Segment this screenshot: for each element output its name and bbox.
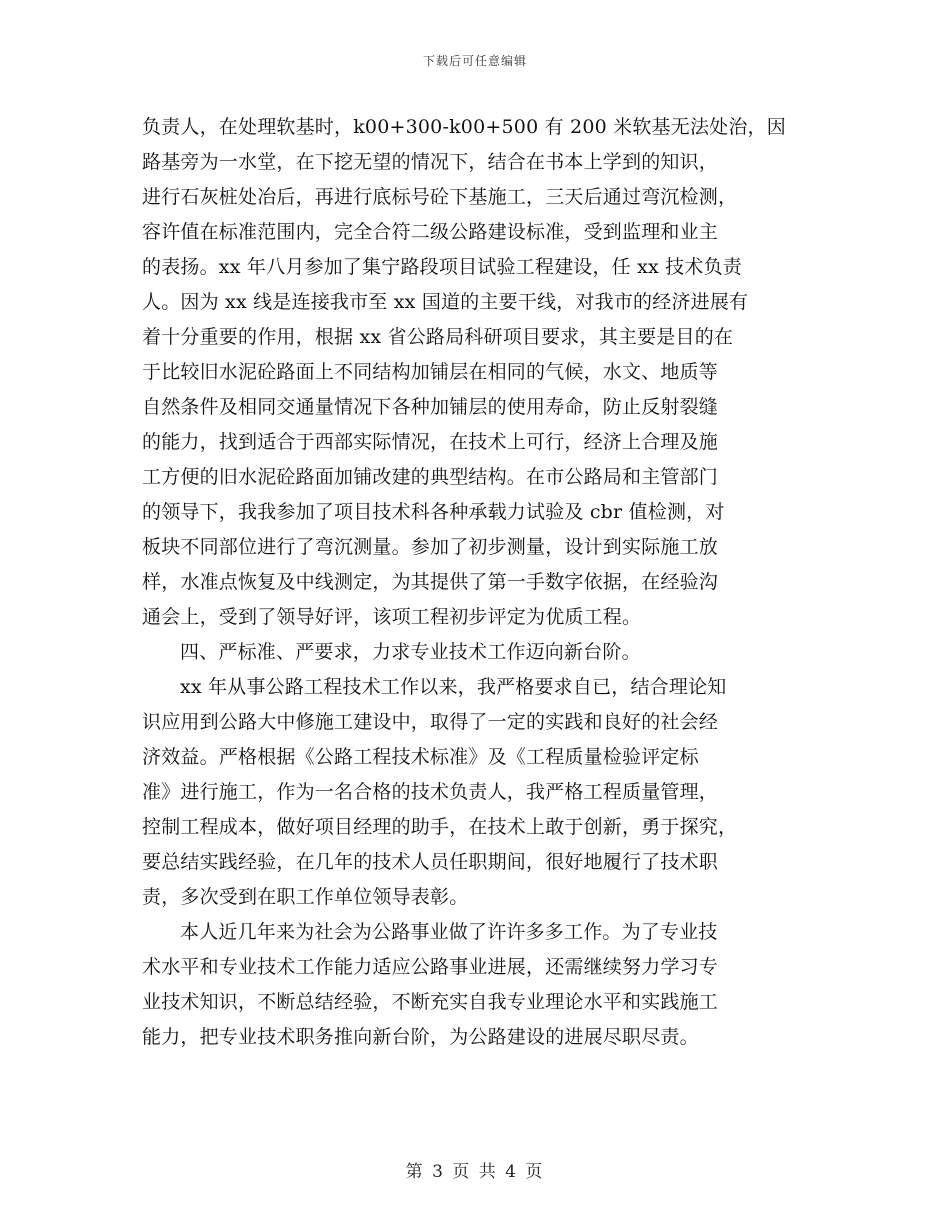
- body-line: 样，水准点恢复及中线测定，为其提供了第一手数字依据，在经验沟: [142, 571, 719, 593]
- body-line: 能力，把专业技术职务推向新台阶，为公路建设的进展尽职尽责。: [142, 1026, 699, 1048]
- body-line: 济效益。严格根据《公路工程技术标准》及《工程质量检验评定标: [142, 746, 699, 768]
- body-line: 路基旁为一水堂，在下挖无望的情况下，结合在书本上学到的知识，: [142, 151, 719, 173]
- body-line: 于比较旧水泥砼路面上不同结构加铺层在相同的气候，水文、地质等: [142, 361, 719, 383]
- page-number-footer: 第 3 页 共 4 页: [405, 1162, 545, 1182]
- page-header: 下载后可任意编辑: [422, 54, 527, 68]
- section-heading: 四、严标准、严要求，力求专业技术工作迈向新台阶。: [180, 641, 641, 663]
- body-line: 的领导下，我我参加了项目技术科各种承载力试验及 cbr 值检测，对: [142, 501, 725, 523]
- body-line: 的表扬。xx 年八月参加了集宁路段项目试验工程建设，任 xx 技术负责: [142, 256, 742, 278]
- body-line: 着十分重要的作用，根据 xx 省公路局科研项目要求，其主要是目的在: [142, 326, 734, 348]
- body-line: 容许值在标准范围内，完全合符二级公路建设标准，受到监理和业主: [142, 221, 719, 243]
- paragraph-start-line: xx 年从事公路工程技术工作以来，我严格要求自已，结合理论知: [180, 676, 727, 698]
- body-line: 业技术知识，不断总结经验，不断充实自我专业理论水平和实践施工: [142, 991, 719, 1013]
- body-line: 负责人，在处理软基时，k00+300-k00+500 有 200 米软基无法处治，因: [142, 116, 786, 138]
- body-line: 术水平和专业技术工作能力适应公路事业进展，还需继续努力学习专: [142, 956, 719, 978]
- document-body: [142, 110, 812, 1055]
- body-line: 责，多次受到在职工作单位领导表彰。: [142, 886, 469, 908]
- body-line: 识应用到公路大中修施工建设中，取得了一定的实践和良好的社会经: [142, 711, 719, 733]
- body-line: 进行石灰桩处冶后，再进行底标号砼下基施工，三天后通过弯沉检测，: [142, 186, 738, 208]
- body-line: 通会上，受到了领导好评，该项工程初步评定为优质工程。: [142, 606, 642, 628]
- body-line: 要总结实践经验，在几年的技术人员任职期间，很好地履行了技术职: [142, 851, 719, 873]
- body-line: 人。因为 xx 线是连接我市至 xx 国道的主要干线，对我市的经济进展有: [142, 291, 749, 313]
- body-line: 工方便的旧水泥砼路面加铺改建的典型结构。在市公路局和主管部门: [142, 466, 719, 488]
- paragraph-start-line: 本人近几年来为社会为公路事业做了许许多多工作。为了专业技: [180, 921, 718, 943]
- body-line: 自然条件及相同交通量情况下各种加铺层的使用寿命，防止反射裂缝: [142, 396, 719, 418]
- body-line: 控制工程成本，做好项目经理的助手，在技术上敢于创新，勇于探究，: [142, 816, 738, 838]
- body-line: 准》进行施工，作为一名合格的技术负责人，我严格工程质量管理，: [142, 781, 719, 803]
- body-line: 的能力，找到适合于西部实际情况，在技术上可行，经济上合理及施: [142, 431, 719, 453]
- body-line: 板块不同部位进行了弯沉测量。参加了初步测量，设计到实际施工放: [142, 536, 719, 558]
